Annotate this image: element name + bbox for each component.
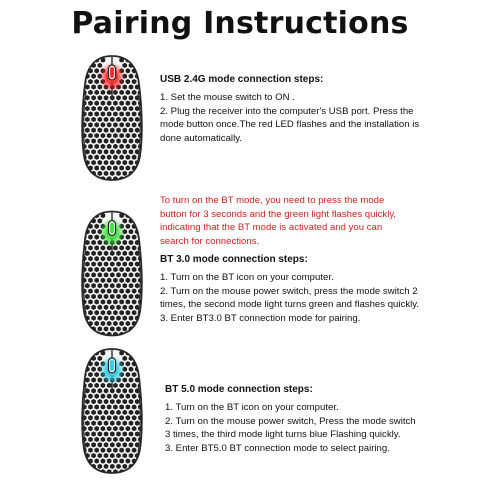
bt3-step-line: 3. Enter BT3.0 BT connection mode for pairing.: [160, 312, 361, 324]
bt-note-line: button for 3 seconds and the green light flashes quickly,: [160, 208, 397, 220]
bt5-step-line: 2. Turn on the mouse power switch, Press the mode switch: [165, 415, 416, 427]
mouse-red-illustration: [72, 52, 152, 182]
mouse-red-led-icon: [72, 52, 152, 182]
page-title: Pairing Instructions: [71, 6, 409, 41]
bt3-step-line: times, the second mode light turns green and flashes quickly.: [160, 299, 419, 311]
bt-note-line: To turn on the BT mode, you need to press the mode: [160, 195, 385, 206]
usb-step-line: mode button once.The red LED flashes and the installation is: [160, 119, 420, 131]
mouse-blue-led-icon: [72, 345, 152, 475]
bt-mode-note: [160, 194, 396, 248]
usb-step-line: 1. Set the mouse switch to ON .: [160, 92, 295, 104]
mouse-blue-illustration: [72, 345, 152, 475]
bt3-steps: [160, 253, 419, 325]
bt5-steps: [165, 383, 416, 455]
usb-step-line: done automatically.: [160, 132, 242, 144]
bt5-step-line: 3 times, the third mode light turns blue Flashing quickly.: [165, 429, 401, 441]
bt5-step-line: 1. Turn on the BT icon on your computer.: [165, 402, 339, 414]
mouse-green-illustration: [72, 205, 152, 340]
bt3-step-line: 2. Turn on the mouse power switch, press the mode switch 2: [160, 285, 418, 297]
bt5-heading: BT 5.0 mode connection steps:: [165, 384, 313, 395]
usb-heading: USB 2.4G mode connection steps:: [160, 74, 324, 85]
bt5-step-line: 3. Enter BT5.0 BT connection mode to select pairing.: [165, 442, 390, 454]
bt-note-line: indicating that the BT mode is activated and you can: [160, 222, 383, 234]
usb-steps: [160, 73, 419, 145]
bt-note-line: search for connections.: [160, 235, 260, 247]
usb-step-line: 2. Plug the receiver into the computer's USB port. Press the: [160, 105, 414, 117]
mouse-green-led-icon: [72, 205, 152, 340]
bt3-heading: BT 3.0 mode connection steps:: [160, 254, 308, 265]
bt3-step-line: 1. Turn on the BT icon on your computer.: [160, 272, 334, 284]
